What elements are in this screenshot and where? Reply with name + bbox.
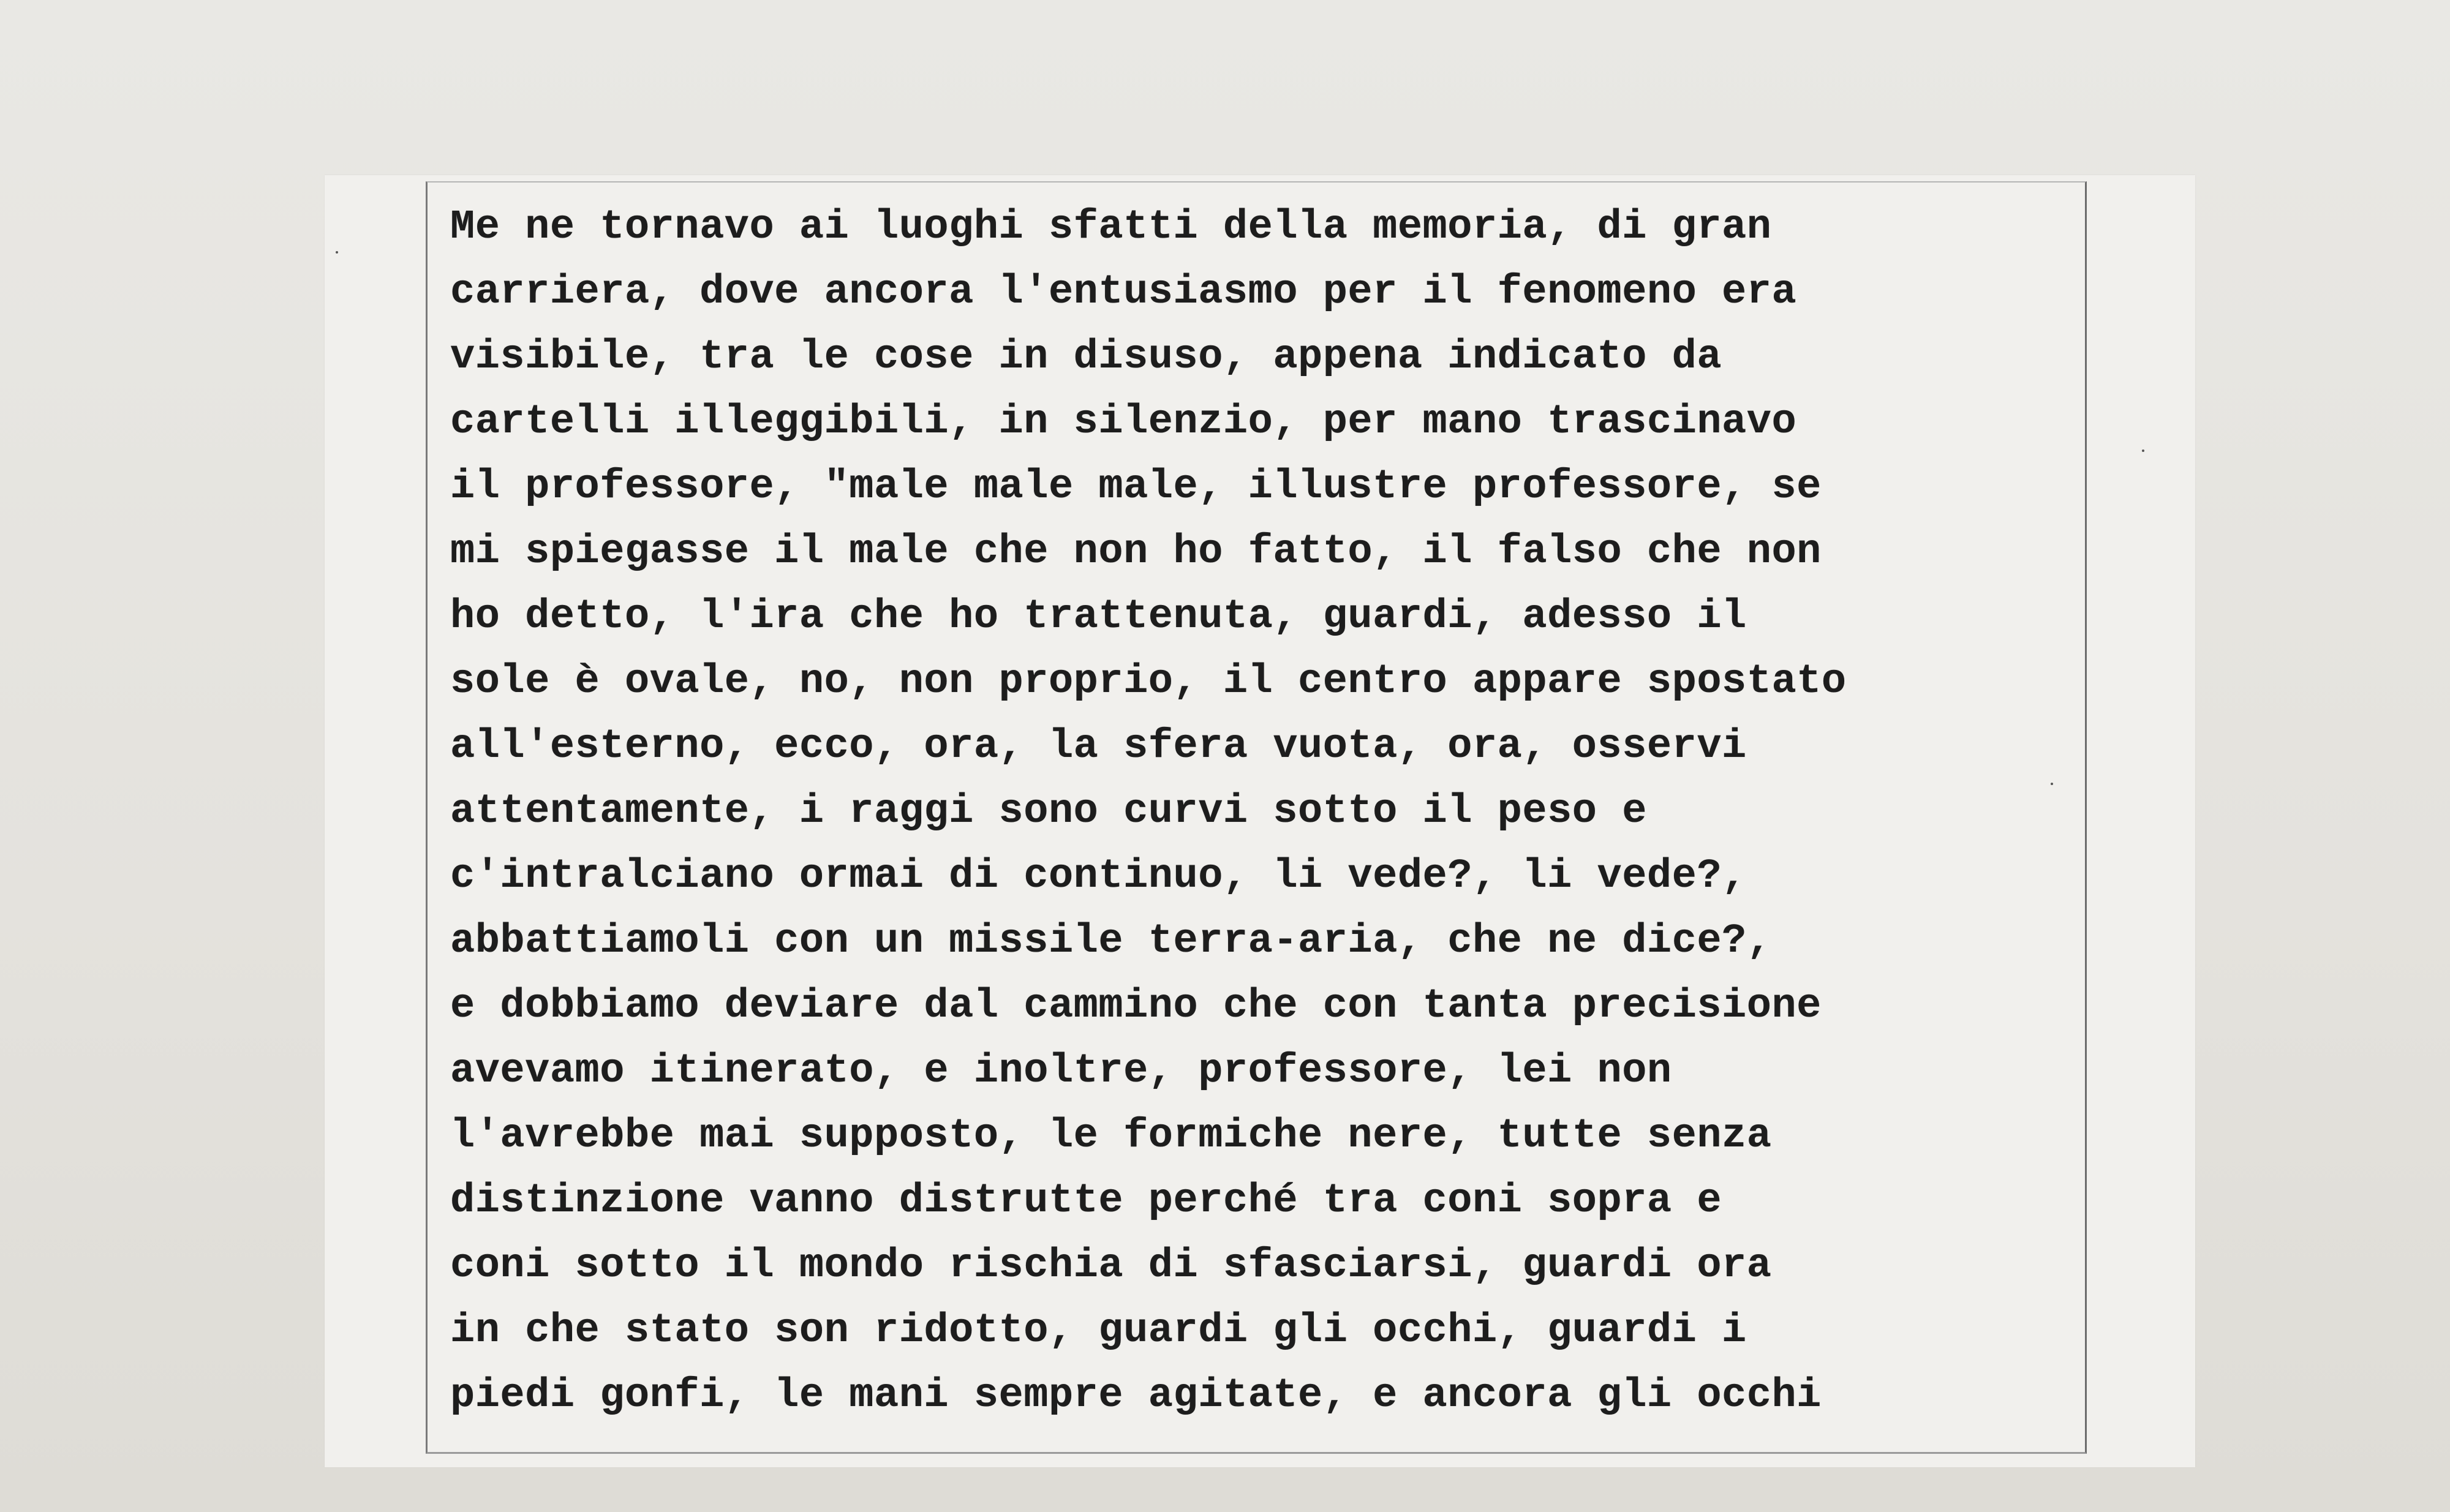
text-line: visibile, tra le cose in disuso, appena indicato da — [450, 334, 1722, 380]
typewritten-text — [450, 195, 2067, 1428]
paper-speck — [2142, 449, 2144, 452]
text-line: ho detto, l'ira che ho trattenuta, guardi, adesso il — [450, 593, 1747, 640]
text-line: il professore, "male male male, illustre professore, se — [450, 464, 1822, 510]
text-line: c'intralciano ormai di continuo, li vede?, li vede?, — [450, 853, 1747, 900]
text-line: abbattiamoli con un missile terra-aria, che ne dice?, — [450, 918, 1772, 965]
text-line: Me ne tornavo ai luoghi sfatti della memoria, di gran — [450, 204, 1772, 250]
text-line: carriera, dove ancora l'entusiasmo per il fenomeno era — [450, 269, 1797, 315]
text-line: coni sotto il mondo rischia di sfasciarsi, guardi ora — [450, 1243, 1772, 1289]
text-line: sole è ovale, no, non proprio, il centro appare spostato — [450, 658, 1847, 705]
text-line: distinzione vanno distrutte perché tra coni sopra e — [450, 1178, 1722, 1224]
text-line: mi spiegasse il male che non ho fatto, il falso che non — [450, 528, 1822, 575]
text-line: e dobbiamo deviare dal cammino che con tanta precisione — [450, 983, 1822, 1029]
text-line: piedi gonfi, le mani sempre agitate, e ancora gli occhi — [450, 1372, 1822, 1419]
text-line: all'esterno, ecco, ora, la sfera vuota, ora, osservi — [450, 723, 1747, 770]
text-line: attentamente, i raggi sono curvi sotto il peso e — [450, 788, 1647, 835]
text-line: in che stato son ridotto, guardi gli occhi, guardi i — [450, 1307, 1747, 1354]
text-line: avevamo itinerato, e inoltre, professore, lei non — [450, 1048, 1672, 1094]
text-line: l'avrebbe mai supposto, le formiche nere, tutte senza — [450, 1113, 1772, 1159]
paper-speck — [336, 251, 338, 254]
text-line: cartelli illeggibili, in silenzio, per mano trascinavo — [450, 399, 1797, 445]
